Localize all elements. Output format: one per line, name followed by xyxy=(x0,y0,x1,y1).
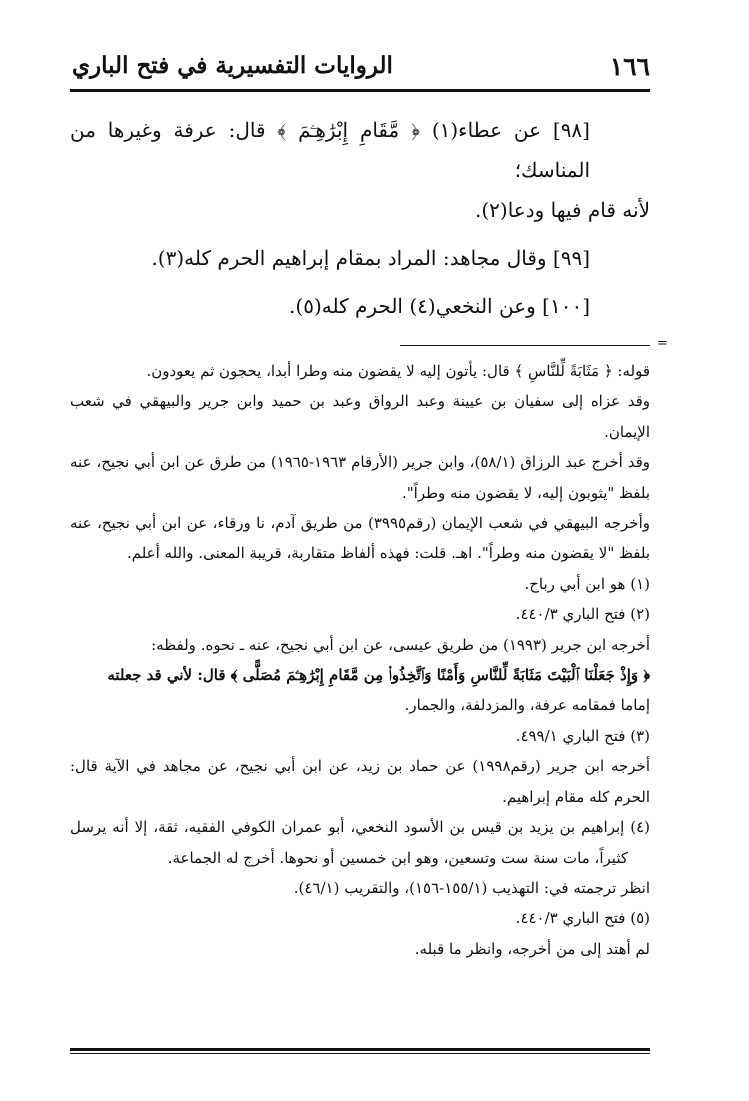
footnote-line: لم أهتد إلى من أخرجه، وانظر ما قبله. xyxy=(414,939,650,958)
footnote-line: إماما فمقامه عرفة، والمزدلفة، والجمار. xyxy=(404,696,650,715)
narration-98: [٩٨] عن عطاء(١) ﴿ مَّقَامِ إِبْرَٰهِـۧمَ ﴾ قال: عرفة وغيرها من المناسك؛ xyxy=(70,118,590,182)
footnote-continuation-marker: = xyxy=(657,336,668,351)
footnote-line: وقد عزاه إلى سفيان بن عيينة وعبد الرواق وعبد بن حميد وابن جرير والبيهقي في شعب الإيمان. xyxy=(70,392,650,441)
footnote-4: (٤) إبراهيم بن يزيد بن قيس بن الأسود النخعي، أبو عمران الكوفي الفقيه، ثقة، إلا أنه يرسل كثيراً، مات سنة ست وتسعين، وهو ابن خمسين أو نحوها. أخرج له الجماعة. xyxy=(70,818,650,867)
page-header xyxy=(72,50,650,86)
bottom-rule-thin xyxy=(70,1053,650,1054)
narration-99: [٩٩] وقال مجاهد: المراد بمقام إبراهيم الحرم كله(٣). xyxy=(151,246,590,270)
footnote-line: انظر ترجمته في: التهذيب (١٥٥/١-١٥٦)، والتقريب (٤٦/١). xyxy=(293,878,650,897)
narration-100: [١٠٠] وعن النخعي(٤) الحرم كله(٥). xyxy=(289,294,590,318)
footnote-line: أخرجه ابن جرير (رقم١٩٩٨) عن حماد بن زيد، عن ابن أبي نجيح، عن مجاهد في الآية قال: الحرم كله مقام إبراهيم. xyxy=(70,757,650,806)
page-number: ١٦٦ xyxy=(609,52,650,81)
footnote-line: أخرجه ابن جرير (١٩٩٣) من طريق عيسى، عن ابن أبي نجيح، عنه ـ نحوه. ولفظه: xyxy=(151,635,650,654)
footnote-line: وأخرجه البيهقي في شعب الإيمان (رقم٣٩٩٥) من طريق آدم، نا ورقاء، عن ابن أبي نجيح، عنه بلفظ "لا يقضون منه وطراً". اهـ. قلت: فهذه ألفاظ متقاربة، قريبة المعنى. والله أعلم. xyxy=(70,514,650,563)
footnote-line: وقد أخرج عبد الرزاق (٥٨/١)، وابن جرير (الأرقام ١٩٦٣-١٩٦٥) من طرق عن ابن أبي نجيح، عنه بلفظ "يثوبون إليه، لا يقضون منه وطراً". xyxy=(70,453,651,502)
narration-98-continued: لأنه قام فيها ودعا(٢). xyxy=(474,198,650,222)
footnote-5: (٥) فتح الباري ٤٤٠/٣. xyxy=(515,909,650,928)
footnotes xyxy=(70,356,650,964)
footnote-2: (٢) فتح الباري ٤٤٠/٣. xyxy=(515,605,650,624)
footnote-3: (٣) فتح الباري ٤٩٩/١. xyxy=(515,726,650,745)
quran-verse-line: ﴿ وَإِذْ جَعَلْنَا ٱلْبَيْتَ مَثَابَةً لِّلنَّاسِ وَأَمْنًا وَٱتَّخِذُوا۟ مِن مَّقَامِ إِبْرَٰهِـۧمَ مُصَلًّى ﴾ قال: لأني قد جعلته xyxy=(107,666,650,685)
footnote-line: قوله: ﴿ مَثَابَةً لِّلنَّاسِ ﴾ قال: يأتون إليه لا يقضون منه وطرا أبدا، يحجون ثم يعودون. xyxy=(146,362,650,380)
footnote-separator xyxy=(400,345,650,346)
running-title: الروايات التفسيرية في فتح الباري xyxy=(72,52,393,79)
header-rule xyxy=(70,89,650,92)
main-text xyxy=(70,110,650,326)
footnote-1: (١) هو ابن أبي رباح. xyxy=(524,574,650,593)
bottom-rule xyxy=(70,1048,650,1051)
